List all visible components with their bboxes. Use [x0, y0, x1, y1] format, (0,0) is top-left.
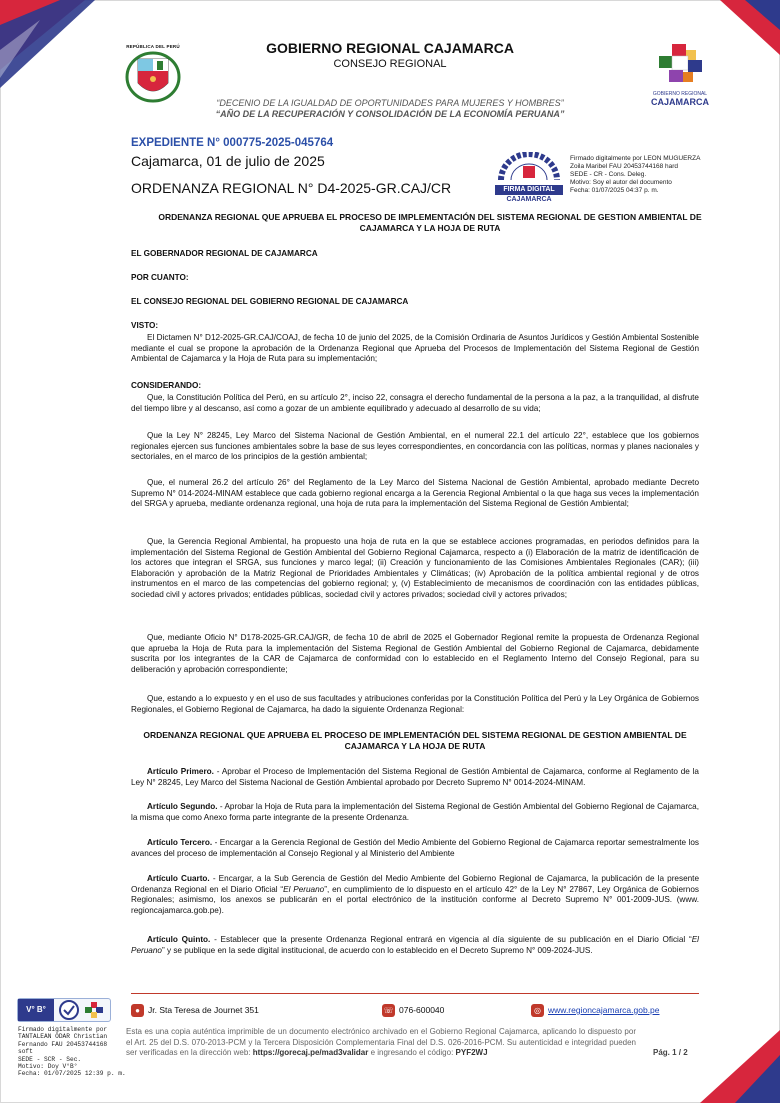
vb-signature-line: Firmado digitalmente por	[18, 1026, 108, 1033]
article-italic: El Peruano	[283, 884, 325, 894]
council-subtitle: CONSEJO REGIONAL	[333, 58, 447, 70]
phone-text: 076-600040	[399, 1004, 445, 1015]
verify-mid-text: e ingresando el código:	[368, 1048, 454, 1057]
footer-phone	[382, 1004, 444, 1017]
ordenanza-number: ORDENANZA REGIONAL N° D4-2025-GR.CAJ/CR	[131, 180, 452, 196]
article-paragraph	[131, 838, 699, 859]
vb-label: V° B°	[18, 999, 54, 1021]
considerando-text: Que, mediante Oficio N° D178-2025-GR.CAJ/GR, de fecha 10 de abril de 2025 el Gobernador Regional remite la propuesta de Ordenanza Regional que aprueba la Hoja de Ruta para la implementación del Sistema Regional de Gestión Ambiental del Gobierno Regional de Cajamarca, debidamente suscrita por los integrantes de la CAR de Cajamarca de conformidad con lo establecido en el Reglamento Interno del Consejo Regional, para su deliberación y aprobación correspondiente;	[131, 633, 699, 674]
decade-line-1: “DECENIO DE LA IGUALDAD DE OPORTUNIDADES PARA MUJERES Y HOMBRES”	[216, 98, 564, 108]
footer-address	[131, 1004, 259, 1017]
verify-code: PYF2WJ	[455, 1048, 488, 1057]
footer-divider	[131, 993, 699, 994]
copy-note-text: Esta es una copia auténtica imprimible de un documento electrónico archivado en el Gobierno Regional Cajamarca, aplicando lo dispuesto por el Art. 25 del D.S. 070-2013-PCM y la Tercera Disposición Complementaria Final del D.S. 026-2016-PCM. Su autenticidad e integridad pueden ser verificadas en la dirección web:	[126, 1027, 636, 1057]
vb-signature-line: TANTALEAN ODAR Christian	[18, 1033, 108, 1041]
vb-signature-block	[18, 1026, 126, 1078]
phone-icon: ☏	[383, 1006, 394, 1015]
footer-website[interactable]	[531, 1004, 660, 1017]
considerando-text: Que, la Constitución Política del Perú, en su artículo 2°, inciso 22, consagra el derecho fundamental de la persona a la paz, a la tranquilidad, al disfrute del tiempo libre y al descanso, así como a gozar de un ambiente equilibrado y adecuado al desarrollo de su vida;	[131, 393, 699, 413]
gear-seal-icon	[493, 152, 565, 180]
cajamarca-mini-logo-icon	[85, 1002, 105, 1018]
article-italic: El Peruano	[131, 935, 699, 955]
decade-line-2: “AÑO DE LA RECUPERACIÓN Y CONSOLIDACIÓN DE LA ECONOMÍA PERUANA”	[215, 109, 565, 119]
article-text: ” y se publique en la sede digital institucional, de acuerdo con lo establecido en el Decreto Supremo N° 009-2024-JUS.	[161, 945, 593, 955]
ordinance-section-title: ORDENANZA REGIONAL QUE APRUEBA EL PROCESO DE IMPLEMENTACIÓN DEL SISTEMA REGIONAL DE GESTION AMBIENTAL DE CAJAMARCA Y LA HOJA DE RUTA	[143, 730, 687, 751]
considerando-label: CONSIDERANDO:	[131, 381, 202, 390]
article-paragraph	[131, 802, 699, 823]
considerando-paragraph	[131, 393, 699, 414]
expediente-number: EXPEDIENTE N° 000775-2025-045764	[131, 137, 334, 149]
document-date: Cajamarca, 01 de julio de 2025	[131, 153, 325, 169]
vb-signature-line: soft	[18, 1048, 33, 1056]
article-label: Artículo Primero.	[147, 767, 214, 776]
visto-bueno-badge	[17, 998, 111, 1022]
por-cuanto-heading: POR CUANTO:	[131, 273, 189, 282]
location-pin-icon: ●	[131, 1004, 144, 1017]
verify-url[interactable]: https://gorecaj.pe/mad3validar	[252, 1048, 369, 1057]
article-text: - Aprobar el Proceso de Implementación del Sistema Regional de Gestión Ambiental de Cajamarca, conforme al Reglamento de la Ley N° 28245, Ley Marco del Sistema Nacional de Gestión Ambiental aprobado por Decreto Supremo N° 0014-2024-MINAM.	[131, 767, 699, 787]
article-text: - Aprobar la Hoja de Ruta para la implementación del Sistema Regional de Gestión Ambiental del Gobierno Regional de Cajamarca, la misma que como Anexo forma parte integrante de la presente Ordenanza.	[131, 802, 699, 822]
visto-label: VISTO:	[131, 321, 159, 330]
article-text: - Encargar, a la Sub Gerencia de Gestión del Medio Ambiente del Gobierno Regional de Cajamarca, la publicación de la presente Ordenanza Regional en el Diario Oficial “	[131, 874, 699, 894]
article-label: Artículo Tercero.	[147, 838, 213, 847]
considerando-text: Que, estando a lo expuesto y en el uso de sus facultades y atribuciones conferidas por la Constitución Política del Perú y la Ley Orgánica de Gobiernos Regionales, el Gobierno Regional de Cajamarca, ha dado la siguiente Ordenanza Regional:	[131, 694, 699, 714]
globe-icon: ◎	[531, 1004, 544, 1017]
signature-line: Motivo: Soy el autor del documento	[570, 179, 672, 186]
considerando-paragraph	[131, 537, 699, 600]
governor-heading: EL GOBERNADOR REGIONAL DE CAJAMARCA	[131, 249, 318, 258]
article-label: Artículo Quinto.	[147, 935, 211, 944]
considerando-paragraph	[131, 633, 699, 675]
signature-line: Firmado digitalmente por LEON MUGUERZA	[570, 155, 701, 162]
article-text: - Encargar a la Gerencia Regional de Gestión del Medio Ambiente del Gobierno Regional de Cajamarca reportar semestralmente los avances del proceso de implementación al Consejo Regional y al Ministerio del Ambiente	[131, 838, 699, 858]
article-label: Artículo Cuarto.	[147, 874, 210, 883]
digital-signature-block	[570, 155, 700, 195]
considerando-text: Que, la Gerencia Regional Ambiental, ha propuesto una hoja de ruta en la que se establece acciones programadas, en periodos definidos para la implementación del Sistema Regional de Gestión Ambiental del Gobierno Regional Cajamarca, respecto a (i) Elaboración de la matriz de identificación de los actores que integran el SRGA, sus funciones y marco legal; (ii) Creación y funcionamiento de las Comisiones Ambientales Regionales (CAR); (iii) Elaboración y aprobación de la Matriz Regional de Prioridades Ambientales y Climáticas; (iv) Aprobación de la política ambiental regional y de otros instrumentos en el marco de las competencias del gobierno regional; y, (v) Establecimiento de mecanismos de coordinación con las entidades públicas, sociedad civil y actores privados; entidades públicas, sociedad civil y actores privados; sociedad civil y actores privados;	[131, 537, 699, 599]
article-label: Artículo Segundo.	[147, 802, 218, 811]
vb-signature-line: SEDE - SCR - Sec.	[18, 1055, 82, 1063]
seal-caption: REPÚBLICA DEL PERÚ	[126, 44, 180, 49]
signature-line: Zoila Maribel FAU 20453744168 hard	[570, 163, 679, 170]
considerando-paragraph	[131, 431, 699, 463]
signature-line: Fecha: 01/07/2025 04:37 p. m.	[570, 187, 659, 194]
visto-paragraph	[131, 333, 699, 365]
government-title: GOBIERNO REGIONAL CAJAMARCA	[266, 40, 514, 56]
authenticity-note	[126, 1027, 636, 1059]
page-number: Pág. 1 / 2	[653, 1048, 688, 1057]
vb-signature-line: Fecha: 01/07/2025 12:39 p. m.	[18, 1070, 126, 1078]
corner-decoration-bottom-right	[690, 1030, 780, 1103]
cajamarca-logo	[640, 42, 720, 106]
logo-caption-main: CAJAMARCA	[651, 97, 709, 107]
cajamarca-cross-logo-icon	[655, 42, 705, 86]
article-paragraph	[131, 874, 699, 916]
logo-caption-top: GOBIERNO REGIONAL	[652, 91, 708, 97]
article-paragraph	[131, 767, 699, 788]
check-seal-icon	[58, 1000, 80, 1020]
considerando-text: Que, el numeral 26.2 del artículo 26° del Reglamento de la Ley Marco del Sistema Nacional de Gestión Ambiental, aprobado mediante Decreto Supremo N° 014-2024-MINAM establece que cada gobierno regional encarga a la Gerencia Regional Ambiental o la que haga sus veces la implementación del SRGA y aprueba, mediante ordenanza regional, una hoja de ruta para la implementación del Sistema Regional de Gestión Ambiental;	[131, 478, 699, 508]
ordinance-main-title: ORDENANZA REGIONAL QUE APRUEBA EL PROCESO DE IMPLEMENTACIÓN DEL SISTEMA REGIONAL DE GESTION AMBIENTAL DE CAJAMARCA Y LA HOJA DE RUTA	[158, 212, 702, 233]
consejo-heading: EL CONSEJO REGIONAL DEL GOBIERNO REGIONAL DE CAJAMARCA	[131, 297, 409, 306]
visto-text: El Dictamen N° D12-2025-GR.CAJ/COAJ, de fecha 10 de junio del 2025, de la Comisión Ordinaria de Asuntos Jurídicos y Gestión Ambiental Sostenible mediante el cual se propone la aprobación de la Ordenanza Regional que Aprueba del Procesos de Implementación del Sistema Regional de Gestión Ambiental de Cajamarca y la Hoja de Ruta para su implementación;	[131, 333, 699, 363]
firma-badge-title: FIRMA DIGITAL	[495, 185, 563, 195]
vb-signature-line: Fernando FAU 20453744168	[18, 1040, 108, 1048]
signature-line: SEDE - CR - Cons. Deleg.	[570, 171, 647, 178]
firma-badge-sub: CAJAMARCA	[506, 196, 552, 203]
decade-slogans	[0, 98, 780, 120]
article-text: - Establecer que la presente Ordenanza Regional entrará en vigencia al día siguiente de su publicación en el Diario Oficial “	[210, 935, 692, 944]
vb-signature-line: Motivo: Doy V°B°	[18, 1063, 78, 1071]
article-paragraph	[131, 935, 699, 956]
considerando-paragraph	[131, 478, 699, 510]
firma-digital-badge	[493, 152, 565, 204]
considerando-text: Que la Ley N° 28245, Ley Marco del Sistema Nacional de Gestión Ambiental, en el numeral 22.1 del artículo 22°, establece que los gobiernos regionales ejercen sus funciones ambientales sobre la base de sus leyes correspondientes, en concordancia con las políticas, normas y planes nacionales y sectoriales, en el marco de los principios de la gestión ambiental;	[131, 431, 699, 461]
considerando-paragraph	[131, 694, 699, 715]
website-link[interactable]: www.regioncajamarca.gob.pe	[548, 1004, 660, 1015]
address-text: Jr. Sta Teresa de Journet 351	[148, 1004, 259, 1015]
article-text: ”, en cumplimiento de lo dispuesto en el artículo 42° de la Ley N° 27867, Ley Orgánica de Gobiernos Regionales; asimismo, los anexos se publicarán en el portal electrónico de la institución conforme al Decreto Supremo N° 001-2009-JUS. (www. regioncajamarca.gob.pe).	[131, 884, 699, 915]
